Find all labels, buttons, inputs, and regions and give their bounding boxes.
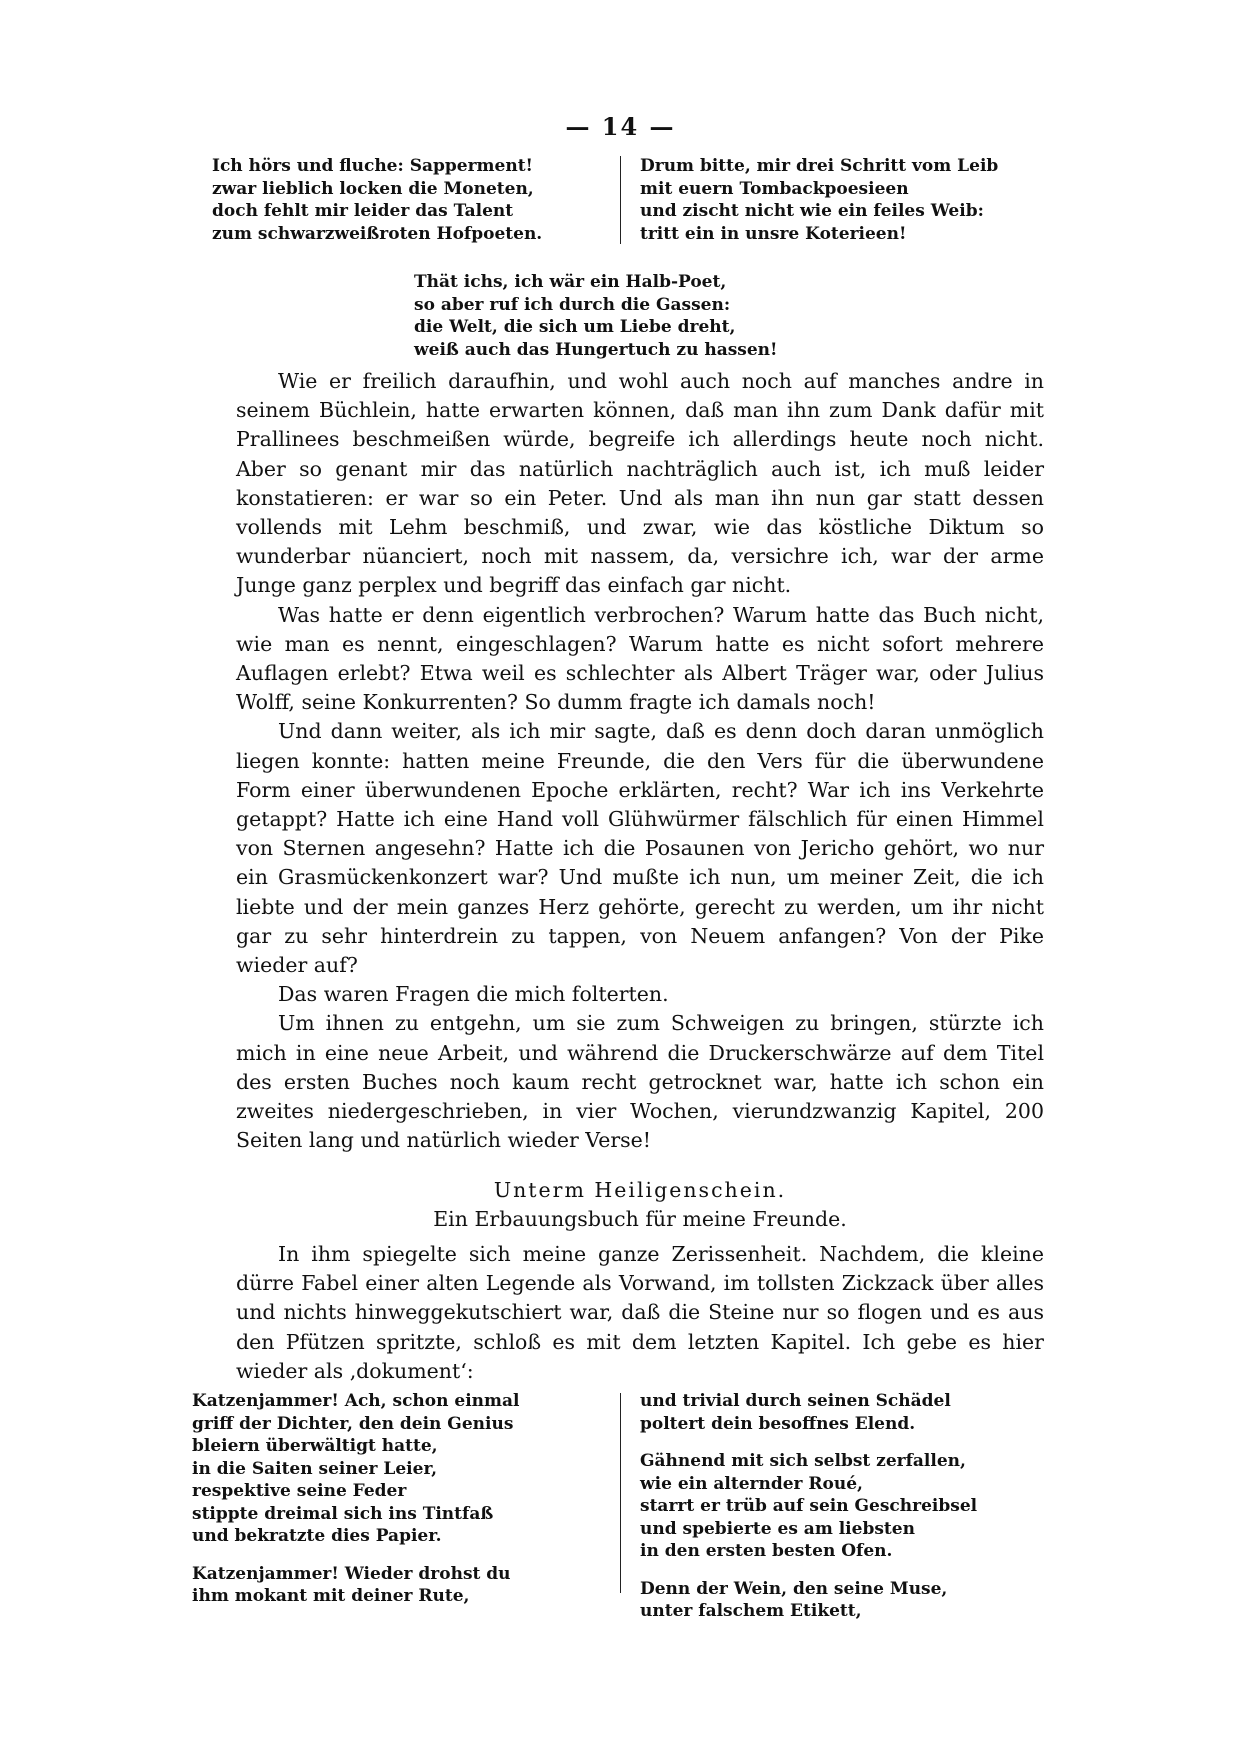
poem-line: zum schwarzweißroten Hofpoeten.: [212, 223, 543, 244]
paragraph: Was hatte er denn eigentlich verbrochen? Warum hatte das Buch nicht, wie man es nennt, eingeschlagen? Warum hatte es nicht sofort mehrere Auflagen erlebt? Etwa weil es schlechter als Albert Träger war, oder Julius Wolff, seine Konkurrenten? So dumm fragte ich damals noch!: [236, 602, 1044, 715]
poem-line: die Welt, die sich um Liebe dreht,: [414, 317, 736, 337]
poem-line: Katzenjammer! Wieder drohst du: [192, 1563, 511, 1584]
bottom-poem-left-column: [192, 1390, 520, 1608]
poem-line: respektive seine Feder: [192, 1481, 407, 1501]
poem-line: und bekratzte dies Papier.: [192, 1526, 442, 1546]
book-title: Unterm Heiligenschein.: [493, 1178, 787, 1202]
poem-line: Ich hörs und fluche: Sapperment!: [212, 156, 534, 176]
poem-line: weiß auch das Hungertuch zu hassen!: [414, 339, 778, 360]
poem-line: Drum bitte, mir drei Schritt vom Leib: [640, 156, 999, 176]
column-divider: [620, 156, 621, 244]
paragraph: Wie er freilich daraufhin, und wohl auch noch auf manches andre in seinem Büchlein, hatte erwarten können, daß man ihn zum Dank dafür mit Prallinees beschmeißen würde, begreife ich allerdings heute noch nicht. Aber so genant mir das natürlich nachträglich auch ist, ich muß leider konstatieren: er war so ein Peter. Und als man ihn nun gar statt dessen vollends mit Lehm beschmiß, und zwar, wie das köstliche Diktum so wunderbar nüanciert, noch mit nassem, da, versichre ich, war der arme Junge ganz perplex und begriff das einfach gar nicht.: [236, 369, 1044, 598]
poem-line: ihm mokant mit deiner Rute,: [192, 1586, 470, 1606]
paragraph: In ihm spiegelte sich meine ganze Zerissenheit. Nachdem, die kleine dürre Fabel einer alten Legende als Vorwand, im tollsten Zickzack über alles und nichts hinweggekutschiert war, daß die Steine nur so flogen und es aus den Pfützen spritzte, schloß es mit dem letzten Kapitel. Ich gebe es hier wieder als ‚dokument‘:: [236, 1242, 1044, 1383]
poem-line: mit euern Tombackpoesieen: [640, 178, 909, 199]
poem-line: und spebierte es am liebsten: [640, 1518, 915, 1539]
poem-line: bleiern überwältigt hatte,: [192, 1436, 438, 1456]
poem-line: poltert dein besoffnes Elend.: [640, 1413, 916, 1434]
poem-line: und zischt nicht wie ein feiles Weib:: [640, 201, 984, 221]
top-poem-center-stanza: [414, 271, 778, 361]
poem-line: wie ein alternder Roué,: [640, 1473, 863, 1494]
bottom-poem-right-column: [640, 1390, 977, 1623]
page-number: — 14 —: [565, 112, 676, 141]
poem-line: Denn der Wein, den seine Muse,: [640, 1578, 948, 1599]
poem-line: Gähnend mit sich selbst zerfallen,: [640, 1451, 966, 1471]
paragraph: Das waren Fragen die mich folterten.: [278, 982, 669, 1007]
poem-stanza: [192, 1390, 520, 1548]
poem-line: Katzenjammer! Ach, schon einmal: [192, 1391, 520, 1411]
poem-line: doch fehlt mir leider das Talent: [212, 201, 514, 221]
poem-line: in die Saiten seiner Leier,: [192, 1458, 438, 1479]
book-title-heading: [236, 1176, 1044, 1234]
poem-stanza: [640, 1578, 977, 1623]
poem-line: griff der Dichter, den dein Genius: [192, 1413, 514, 1434]
poem-line: so aber ruf ich durch die Gassen:: [414, 294, 731, 315]
top-poem-left-column: [212, 155, 542, 245]
poem-line: unter falschem Etikett,: [640, 1601, 862, 1621]
poem-line: tritt ein in unsre Koterieen!: [640, 223, 907, 244]
column-divider: [620, 1393, 621, 1593]
paragraph: Und dann weiter, als ich mir sagte, daß es denn doch daran unmöglich liegen konnte: hatten meine Freunde, die den Vers für die überwundene Form einer überwundenen Epoche erklärten, recht? War ich ins Verkehrte getappt? Hatte ich eine Hand voll Glühwürmer fälschlich für einen Himmel von Sternen angesehn? Hatte ich die Posaunen von Jericho gehört, wo nur ein Grasmückenkonzert war? Und mußte ich nun, um meiner Zeit, die ich liebte und der mein ganzes Herz gehörte, gerecht zu werden, um ihr nicht gar zu sehr hinterdrein zu tappen, von Neuem anfangen? Von der Pike wieder auf?: [236, 719, 1044, 978]
poem-line: in den ersten besten Ofen.: [640, 1541, 893, 1561]
poem-line: und trivial durch seinen Schädel: [640, 1391, 951, 1411]
prose-section-2: [236, 1240, 1044, 1386]
poem-line: Thät ichs, ich wär ein Halb-Poet,: [414, 272, 727, 292]
top-poem-right-column: [640, 155, 998, 245]
poem-stanza: [640, 1450, 977, 1563]
prose-section-1: [236, 367, 1044, 1155]
paragraph: Um ihnen zu entgehn, um sie zum Schweigen zu bringen, stürzte ich mich in eine neue Arbeit, und während die Druckerschwärze auf dem Titel des ersten Buches noch kaum recht getrocknet war, hatte ich schon ein zweites niedergeschrieben, in vier Wochen, vierundzwanzig Kapitel, 200 Seiten lang und natürlich wieder Verse!: [236, 1011, 1044, 1153]
poem-stanza: [640, 1390, 977, 1435]
poem-line: starrt er trüb auf sein Geschreibsel: [640, 1496, 978, 1516]
poem-stanza: [192, 1563, 520, 1608]
poem-line: stippte dreimal sich ins Tintfaß: [192, 1503, 494, 1524]
poem-line: zwar lieblich locken die Moneten,: [212, 178, 534, 199]
book-subtitle: Ein Erbauungsbuch für meine Freunde.: [433, 1207, 847, 1231]
